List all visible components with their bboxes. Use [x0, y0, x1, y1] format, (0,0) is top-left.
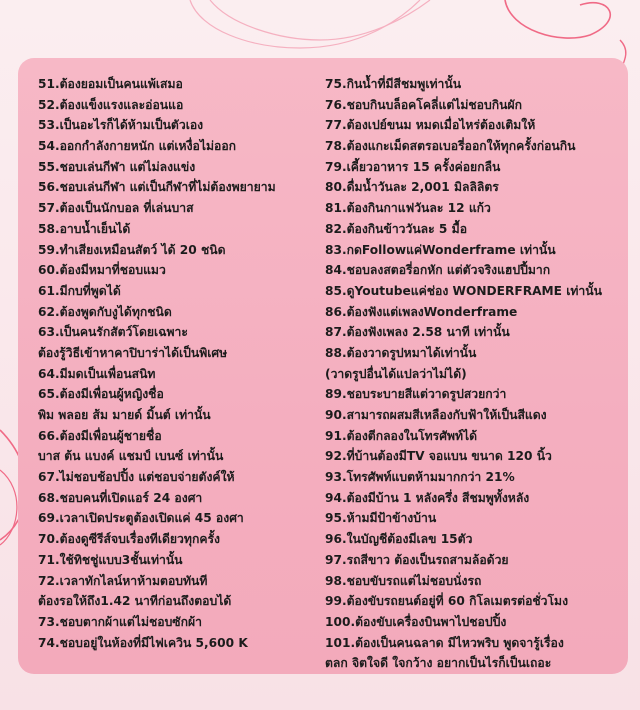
left-list	[38, 74, 323, 653]
list-item: บาส ต้น แบงค์ แชมป์ เบนซ์ เท่านั้น	[38, 449, 224, 464]
list-item: 51.ต้องยอมเป็นคนแพ้เสมอ	[38, 77, 183, 91]
list-item: 73.ชอบตากผ้าแต่ไม่ชอบซักผ้า	[38, 614, 202, 629]
list-item: 70.ต้องดูซีรีส์จบเรื่องทีเดียวทุกครั้ง	[38, 532, 220, 547]
list-item: 69.เวลาเปิดประตูต้องเปิดแค่ 45 องศา	[38, 511, 244, 526]
list-item: 59.ทำเสียงเหมือนสัตว์ ได้ 20 ชนิด	[38, 242, 226, 257]
list-item: 57.ต้องเป็นนักบอล ที่เล่นบาส	[38, 201, 194, 216]
list-item: 80.ดื่มน้ำวันละ 2,001 มิลลิลิตร	[325, 180, 499, 195]
list-item: 55.ชอบเล่นกีฬา แต่ไม่ลงแข่ง	[38, 159, 196, 174]
list-item: 81.ต้องกินกาแฟวันละ 12 แก้ว	[325, 201, 491, 216]
list-item: 87.ต้องฟังเพลง 2.58 นาที เท่านั้น	[325, 325, 510, 340]
list-item: 96.ในบัญชีต้องมีเลข 15ตัว	[325, 532, 473, 547]
list-item: 95.ห้ามมีป้าข้างบ้าน	[325, 511, 437, 526]
list-item: 94.ต้องมีบ้าน 1 หลังครึ่ง สีชมพูทั้งหลัง	[325, 490, 530, 505]
list-item: 100.ต้องขับเครื่องบินพาไปชอปปิ้ง	[325, 614, 507, 629]
list-item: 58.อาบน้ำเย็นได้	[38, 221, 131, 236]
list-item: 82.ต้องกินข้าววันละ 5 มื้อ	[325, 221, 468, 236]
list-item: ต้องรอให้ถึง1.42 นาทีก่อนถึงตอบได้	[38, 594, 232, 609]
list-item: 89.ชอบระบายสีแต่วาดรูปสวยกว่า	[325, 387, 507, 402]
list-item: 52.ต้องแข็งแรงและอ่อนแอ	[38, 97, 184, 112]
list-item: 88.ต้องวาดรูปหมาได้เท่านั้น	[325, 345, 477, 360]
list-item: 86.ต้องฟังแต่เพลงWonderframe	[325, 304, 518, 319]
list-item: 99.ต้องขับรถยนต์อยู่ที่ 60 กิโลเมตรต่อชั่วโมง	[325, 594, 569, 609]
list-item: 74.ชอบอยู่ในห้องที่มีไฟเควิน 5,600 K	[38, 635, 248, 650]
list-item: 98.ชอบขับรถแต่ไม่ชอบนั่งรถ	[325, 573, 482, 588]
list-item: 66.ต้องมีเพื่อนผู้ชายชื่อ	[38, 428, 162, 443]
list-item: 67.ไม่ชอบช้อปปิ้ง แต่ชอบจ่ายตังค์ให้	[38, 470, 235, 485]
list-item: 65.ต้องมีเพื่อนผู้หญิงชื่อ	[38, 387, 164, 402]
list-item: 77.ต้องเปย์ขนม หมดเมื่อไหร่ต้องเติมให้	[325, 118, 536, 133]
list-item: ตลก จิตใจดี ใจกว้าง อยากเป็นไรก็เป็นเถอะ	[325, 656, 552, 671]
list-item: 71.ใช้ทิชชู่แบบ3ชั้นเท่านั้น	[38, 552, 183, 567]
list-item: 93.โทรศัพท์แบตห้ามมากกว่า 21%	[325, 470, 515, 485]
list-item: 75.กินน้ำที่มีสีชมพูเท่านั้น	[325, 77, 462, 91]
list-item: 91.ต้องตีกลองในโทรศัพท์ได้	[325, 428, 478, 443]
list-item: 63.เป็นคนรักสัตว์โดยเฉพาะ	[38, 325, 188, 340]
list-item: 64.มีมดเป็นเพื่อนสนิท	[38, 366, 156, 381]
list-item: (วาดรูปอื่นได้แปลว่าไม่ได้)	[325, 366, 467, 381]
list-item: 84.ชอบลงสตอรี่อกหัก แต่ตัวจริงแฮปปี้มาก	[325, 263, 551, 278]
list-item: 61.มีกบที่พูดได้	[38, 283, 121, 298]
list-item: 56.ชอบเล่นกีฬา แต่เป็นกีฬาที่ไม่ต้องพยายาม	[38, 180, 276, 195]
list-item: 53.เป็นอะไรก็ได้ห้ามเป็นตัวเอง	[38, 118, 204, 133]
list-item: 68.ชอบคนที่เปิดแอร์ 24 องศา	[38, 490, 203, 505]
list-item: 101.ต้องเป็นคนฉลาด มีไหวพริบ พูดจารู้เรื่อง	[325, 635, 564, 650]
list-item: 76.ชอบกินบล็อคโคลี่แต่ไม่ชอบกินผัก	[325, 97, 522, 112]
list-item: ต้องรู้วิธีเข้าหาคาปิบาร่าได้เป็นพิเศษ	[38, 345, 228, 360]
list-item: 62.ต้องพูดกับงูได้ทุกชนิด	[38, 304, 172, 319]
list-item: 60.ต้องมีหมาที่ชอบแมว	[38, 263, 166, 278]
list-item: 79.เคี้ยวอาหาร 15 ครั้งค่อยกลืน	[325, 159, 501, 174]
content-card	[18, 58, 628, 674]
list-item: พิม พลอย ส้ม มายด์ มิ้นต์ เท่านั้น	[38, 408, 211, 422]
list-item: 72.เวลาทักไลน์หาห้ามตอบทันที	[38, 573, 208, 588]
right-list	[325, 74, 623, 674]
list-item: 92.ที่บ้านต้องมีTV จอแบน ขนาด 120 นิ้ว	[325, 449, 552, 464]
list-item: 83.กดFollowแค่Wonderframe เท่านั้น	[325, 242, 556, 257]
list-item: 78.ต้องแกะเม็ดสตรอเบอรี่ออกให้ทุกครั้งก่อนกิน	[325, 139, 576, 154]
list-item: 54.ออกกำลังกายหนัก แต่เหงื่อไม่ออก	[38, 139, 237, 154]
list-item: 85.ดูYoutubeแค่ช่อง WONDERFRAME เท่านั้น	[325, 283, 602, 298]
list-item: 90.สามารถผสมสีเหลืองกับฟ้าให้เป็นสีแดง	[325, 408, 547, 422]
list-item: 97.รถสีขาว ต้องเป็นรถสามล้อด้วย	[325, 552, 509, 567]
